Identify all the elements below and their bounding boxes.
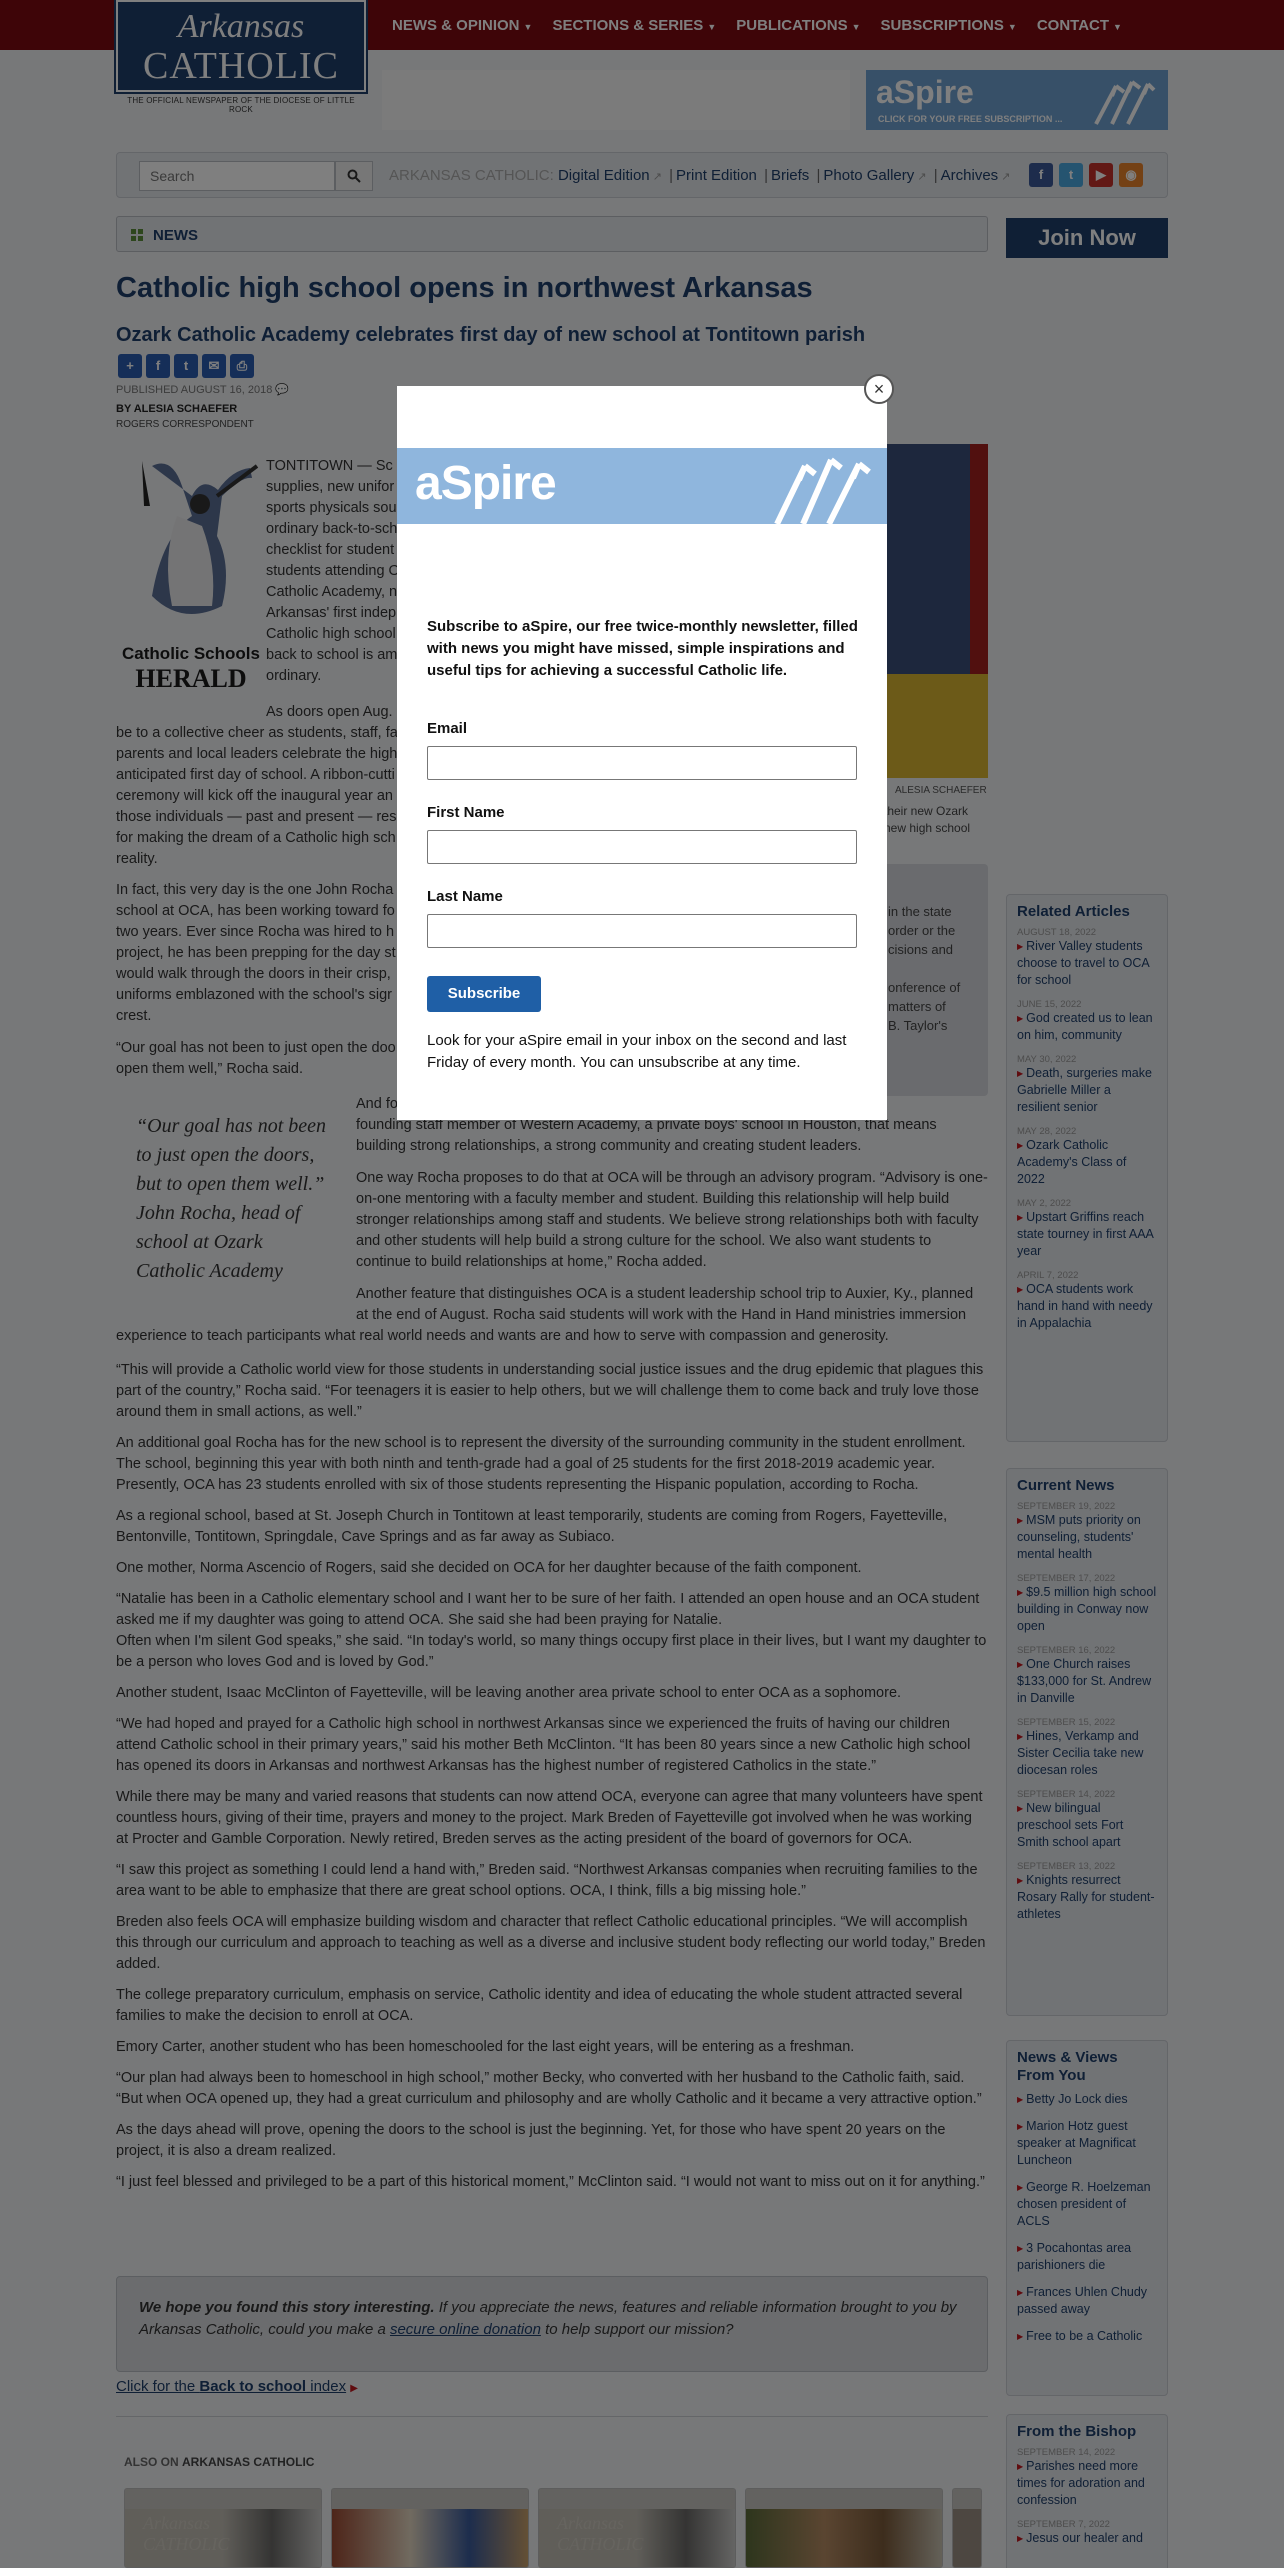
modal-banner-word: aSpire — [415, 457, 556, 510]
last-name-field[interactable] — [427, 914, 857, 948]
modal-intro: Subscribe to aSpire, our free twice-monthly newsletter, filled with news you might have missed, simple inspirations and useful tips for achieving a successful Catholic life. — [427, 618, 858, 679]
first-name-label: First Name — [427, 804, 505, 821]
subscribe-button[interactable]: Subscribe — [427, 976, 541, 1012]
arrows-up-icon — [765, 452, 875, 524]
close-icon[interactable]: × — [864, 374, 894, 404]
email-field[interactable] — [427, 746, 857, 780]
modal-footer-text: Look for your aSpire email in your inbox on the second and last Friday of every month. You can unsubscribe at any time. — [427, 1032, 847, 1071]
first-name-field[interactable] — [427, 830, 857, 864]
newsletter-modal — [397, 386, 887, 1120]
email-label: Email — [427, 720, 468, 737]
last-name-label: Last Name — [427, 888, 503, 905]
modal-aspire-banner — [397, 448, 887, 524]
